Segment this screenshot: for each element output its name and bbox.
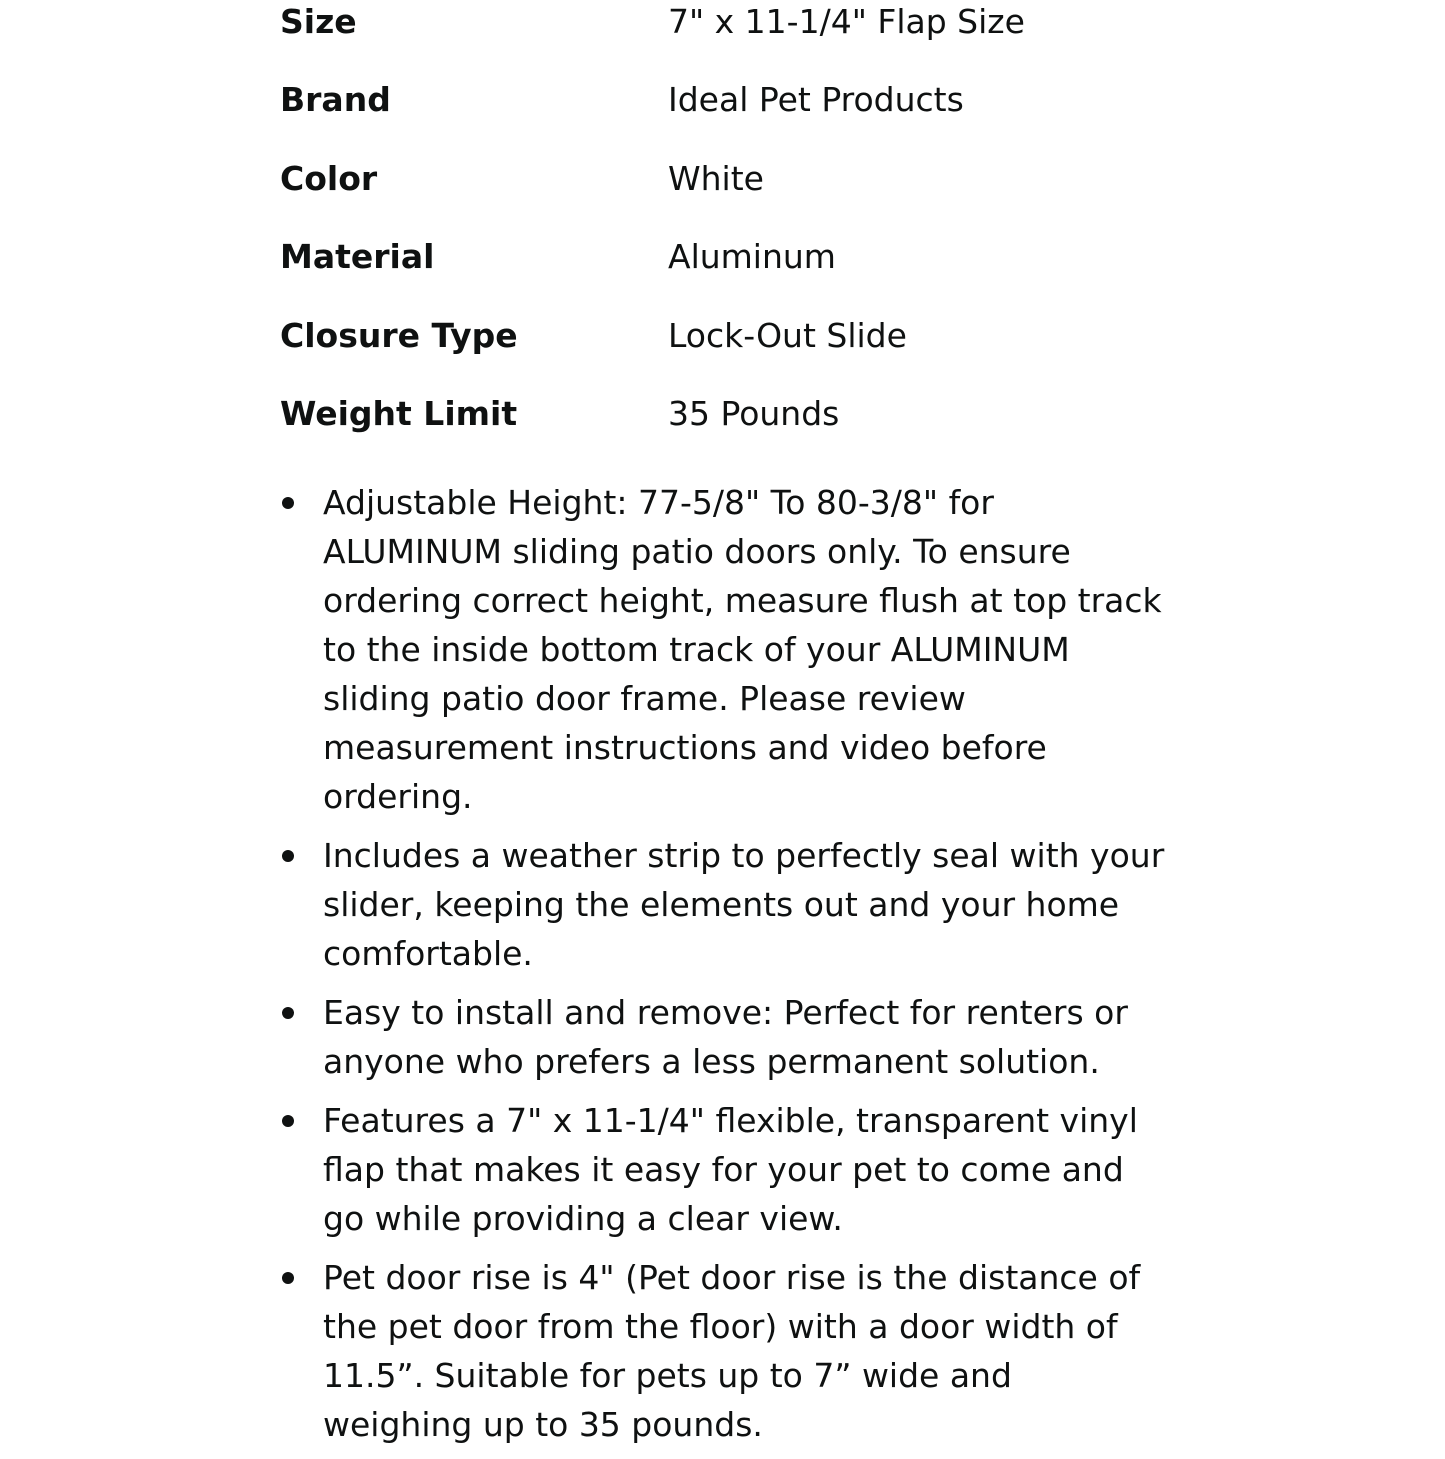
feature-bullet	[280, 1096, 1170, 1243]
spec-row-color	[280, 157, 1025, 235]
feature-bullet	[280, 988, 1170, 1086]
spec-label: Brand	[280, 80, 391, 120]
spec-row-brand	[280, 78, 1025, 156]
feature-bullet	[280, 1253, 1170, 1449]
bullet-dot-icon	[282, 1115, 294, 1127]
feature-bullet	[280, 831, 1170, 978]
spec-row-size	[280, 0, 1025, 78]
spec-value: Ideal Pet Products	[668, 80, 964, 120]
feature-bullet-text: Easy to install and remove: Perfect for renters or anyone who prefers a less permanent solution.	[323, 993, 1128, 1081]
feature-bullet-text: Features a 7" x 11-1/4" flexible, transparent vinyl flap that makes it easy for your pet to come and go while providing a clear view.	[323, 1101, 1138, 1238]
feature-bullet-list	[280, 478, 1170, 1459]
bullet-dot-icon	[282, 497, 294, 509]
spec-label: Color	[280, 158, 378, 198]
spec-value: White	[668, 158, 764, 198]
spec-value: Lock-Out Slide	[668, 315, 907, 355]
spec-label: Size	[280, 2, 357, 41]
spec-value: 35 Pounds	[668, 393, 840, 433]
feature-bullet-text: Includes a weather strip to perfectly seal with your slider, keeping the elements out and your home comfortable.	[323, 836, 1165, 973]
spec-value: 7" x 11-1/4" Flap Size	[668, 2, 1025, 41]
bullet-dot-icon	[282, 850, 294, 862]
spec-label: Weight Limit	[280, 393, 518, 433]
spec-value: Aluminum	[668, 237, 836, 277]
spec-row-closure-type	[280, 314, 1025, 392]
feature-bullet-text: Pet door rise is 4" (Pet door rise is the distance of the pet door from the floor) with a door width of 11.5”. Suitable for pets up to 7” wide and weighing up to 35 pounds.	[323, 1258, 1141, 1444]
spec-label: Closure Type	[280, 315, 518, 355]
product-details	[280, 0, 1180, 1444]
product-specs-table	[280, 0, 1025, 470]
feature-bullet-text: Adjustable Height: 77-5/8" To 80-3/8" for ALUMINUM sliding patio doors only. To ensure ordering correct height, measure flush at top track to the inside bottom track of your ALUMINUM sliding patio door frame. Please review measurement instructions and video before ordering.	[323, 483, 1162, 816]
bullet-dot-icon	[282, 1272, 294, 1284]
spec-row-material	[280, 235, 1025, 313]
spec-label: Material	[280, 237, 435, 277]
spec-row-weight-limit	[280, 392, 1025, 470]
bullet-dot-icon	[282, 1007, 294, 1019]
feature-bullet	[280, 478, 1170, 821]
